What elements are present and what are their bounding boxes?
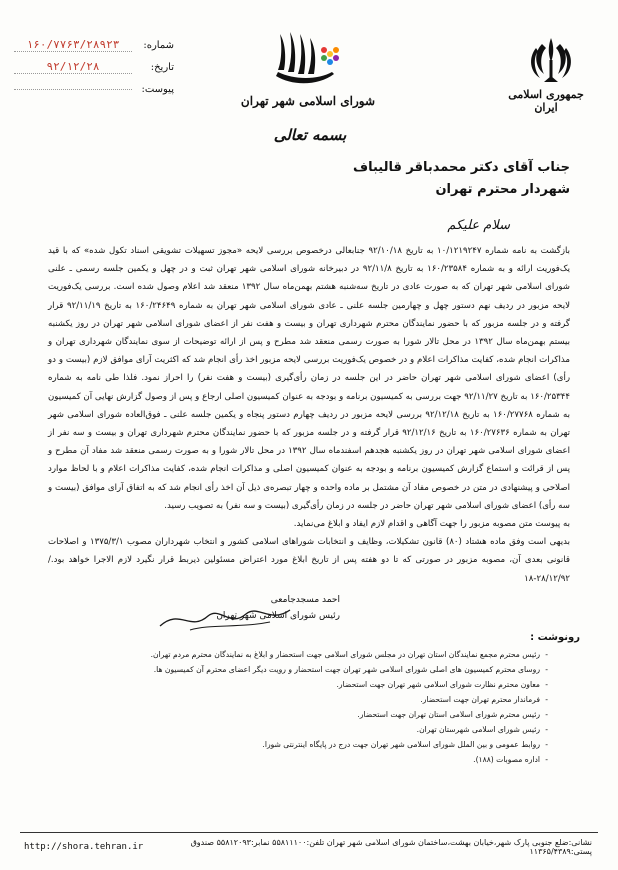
addressee-title: شهردار محترم تهران (435, 182, 570, 197)
signer-name: احمد مسجدجامعی (270, 595, 340, 605)
tehran-council-logo-icon (272, 30, 348, 90)
iran-emblem-icon (524, 32, 578, 88)
letter-body (48, 160, 570, 588)
footer-url-link[interactable]: http://shora.tehran.ir (24, 842, 144, 852)
meta-number-value: ۱۶۰/۷۷۶۳/۲۸۹۲۳ (14, 38, 132, 52)
cc-item: - روسای محترم کمیسیون های اصلی شورای اسلامی شهر تهران جهت استحضار و رویت دیگر اعضای محترم آن کمیسیون ها. (48, 662, 548, 677)
cc-list (48, 647, 548, 767)
cc-item: - معاون محترم نظارت شورای اسلامی شهر تهران جهت استحضار. (48, 677, 548, 692)
cc-section (48, 632, 580, 767)
cc-item: - رئیس شورای اسلامی شهرستان تهران. (48, 722, 548, 737)
cc-item: - فرماندار محترم تهران جهت استحضار. (48, 692, 548, 707)
cc-item: - اداره مصوبات (۱۸۸). (48, 752, 548, 767)
cc-item: - رئیس محترم مجمع نمایندگان استان تهران در مجلس شورای اسلامی جهت استحضار و ابلاغ به نمایندگان محترم مردم تهران. (48, 647, 548, 662)
paragraph-legal: بدیهی است وفق ماده هشتاد (۸۰) قانون تشکیلات، وظایف و انتخابات شوراهای اسلامی کشور و انتخاب شهرداران مصوب ۱۳۷۵/۳/۱ و اصلاحات قانونی بعدی آن، مصوبه مزبور در صورتی که تا دو هفته پس از تاریخ ابلاغ مورد اعتراض مسئولین ذیربط قرار نگیرد لازم الاجرا خواهد بود./۲۸/۱۲/۹۲-۱۸ (48, 537, 570, 584)
cc-title: رونوشت : (530, 632, 580, 643)
letter-text (48, 242, 570, 588)
meta-attachment-value (14, 89, 132, 90)
meta-date-label: تاریخ: (150, 61, 174, 73)
addressee-name: جناب آقای دکتر محمدباقر قالیباف (353, 160, 570, 175)
footer-address: نشانی:ضلع جنوبی پارک شهر،خیابان بهشت،ساختمان شورای اسلامی شهر تهران تلفن:۵۵۸۱۱۱۰۰ نمابر:۵۵۸۱۲۰۹۳ صندوق پستی:۱۱۳۶۵/۴۳۸۹ (190, 838, 592, 856)
meta-attachment-row (14, 78, 174, 100)
cc-item: - رئیس محترم شورای اسلامی استان تهران جهت استحضار. (48, 707, 548, 722)
footer-divider (20, 832, 598, 833)
letter-meta (14, 34, 174, 100)
meta-date-row (14, 56, 174, 78)
cc-item: - روابط عمومی و بین الملل شورای اسلامی شهر تهران جهت درج در پایگاه اینترنتی شورا. (48, 737, 548, 752)
paragraph-main: بازگشت به نامه شماره ۱۰/۱۲۱۹۲۴۷ به تاریخ ۹۲/۱۰/۱۸ جنابعالی درخصوص بررسی لایحه «مجوز تسهیلات تشویقی اسناد تکول شده» که با قید یک‌فوریت ارائه و به شماره ۱۶۰/۲۳۵۸۴ به تاریخ ۹۲/۱۱/۸ در دبیرخانه شورای اسلامی شهر تهران ثبت و در چهل و یکمین جلسه رسمی ـ علنی شورای اسلامی شهر تهران که به صورت عادی در تاریخ سه‌شنبه هشتم بهمن‌ماه سال ۱۳۹۲ منعقد شد اعلام وصول شده است. بررسی یک‌فوریت لایحه مزبور در ردیف نهم دستور چهل و چهارمین جلسه علنی ـ عادی شورای اسلامی شهر تهران به شماره ۱۶۰/۲۴۶۴۹ به تاریخ ۹۲/۱۱/۱۹ قرار گرفته و در جلسه مزبور که با حضور نمایندگان محترم شهرداری تهران و بیست و هفت نفر از اعضای شورای اسلامی شهر تهران در روز یکشنبه بیستم بهمن‌ماه سال ۱۳۹۲ در محل تالار شورا به صورت رسمی منعقد شد مطرح و پس از ارائه توضیحات از سوی نمایندگان شهرداری تهران و مذاکرات انجام شده، کفایت مذاکرات اعلام و در خصوص یک‌فوریت بررسی لایحه مزبور اخذ رأی انجام شد که اکثریت آرای موافق لازم (بیست و دو رأی) اعضای شورای اسلامی شهر تهران حاضر در این جلسه در زمان رأی‌گیری (بیست و هفت نفر) را احراز نمود. فلذا طی نامه به شماره ۱۶۰/۲۵۳۴۴ به تاریخ ۹۲/۱۱/۲۷ جهت بررسی به کمیسیون برنامه و بودجه به عنوان کمیسیون اصلی ارجاع و پس از وصول گزارش نهایی آن کمیسیون به شماره ۱۶۰/۲۷۷۶۸ به تاریخ ۹۲/۱۲/۱۸ بررسی لایحه مزبور در ردیف چهارم دستور پنجاه و یکمین جلسه علنی ـ فوق‌العاده شورای اسلامی شهر تهران به شماره ۱۶۰/۲۷۶۳۶ به تاریخ ۹۲/۱۲/۱۶ قرار گرفته و در جلسه مزبور که با حضور نمایندگان محترم شهرداری تهران و بیست و سه نفر از اعضای شورای اسلامی شهر تهران در روز یکشنبه هجدهم اسفندماه سال ۱۳۹۲ در محل تالار شورا و به صورت رسمی منعقد شد مفاد آن مطرح و پس از قرائت و استماع گزارش کمیسیون برنامه و بودجه به عنوان کمیسیون اصلی و مذاکرات انجام شده، کفایت مذاکرات اعلام و با لحاظ موارد اصلاحی و پیشنهادی در متن در خصوص مفاد آن مشتمل بر ماده واحده و چهار تبصره‌ی ذیل آن اخذ رأی انجام شد که به اتفاق آرای موافق (بیست و سه رأی) اعضای شورای اسلامی شهر تهران حاضر در جلسه در زمان رأی‌گیری (بیست و سه نفر) به تصویب رسید. (48, 246, 571, 511)
meta-attachment-label: پیوست: (141, 83, 174, 95)
meta-number-label: شماره: (143, 39, 174, 51)
signer-title: رئیس شورای اسلامی شهر تهران (216, 611, 340, 621)
republic-title: جمهوری اسلامی ایران (508, 88, 584, 114)
greeting: سلام علیکم (447, 218, 510, 233)
council-name: شورای اسلامی شهر تهران (240, 94, 376, 108)
basmala: بسمه تعالی (273, 126, 347, 144)
meta-number-row (14, 34, 174, 56)
footer (24, 838, 592, 856)
meta-date-value: ۹۲/۱۲/۲۸ (14, 60, 132, 74)
paragraph-attachment: به پیوست متن مصوبه مزبور را جهت آگاهی و اقدام لازم ایفاد و ابلاغ می‌نماید. (293, 519, 570, 530)
